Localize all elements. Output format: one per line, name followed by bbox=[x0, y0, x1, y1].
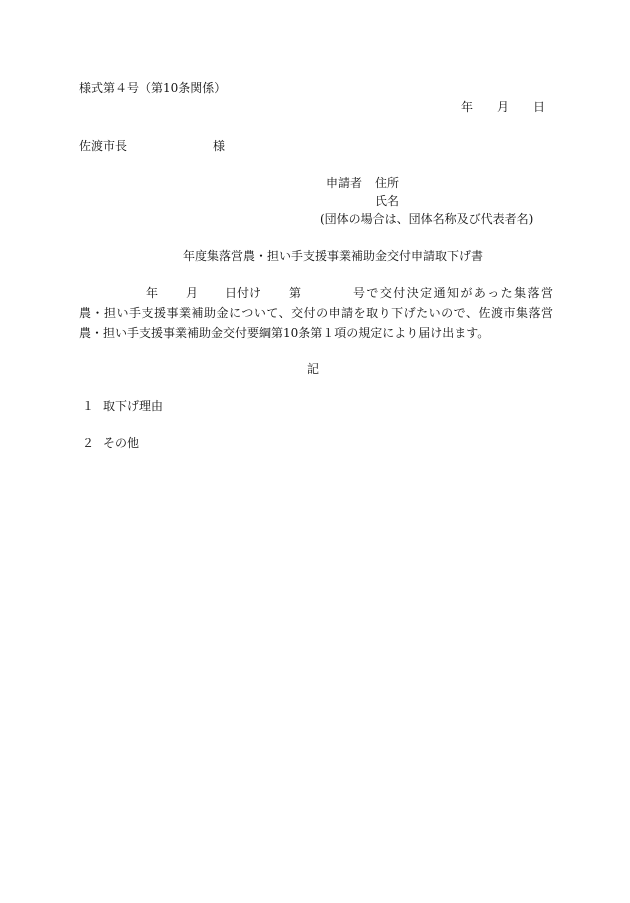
body-month: 月 bbox=[186, 286, 199, 300]
item-number: ２ bbox=[82, 436, 95, 450]
date-day-label: 日 bbox=[533, 100, 546, 114]
item-number: １ bbox=[82, 399, 95, 413]
form-number: 様式第４号（第10条関係） bbox=[79, 81, 227, 95]
name-label: 氏名 bbox=[375, 194, 400, 208]
item-label: 取下げ理由 bbox=[103, 399, 164, 413]
ki-heading: 記 bbox=[307, 362, 320, 376]
address-label: 住所 bbox=[375, 176, 400, 190]
item-label: その他 bbox=[103, 436, 140, 450]
body-line-2: 農・担い手支援事業補助金について、交付の申請を取り下げたいので、佐渡市集落営 bbox=[79, 306, 553, 320]
body-line1-rest: 号で交付決定通知があった集落営 bbox=[353, 286, 553, 300]
body-line-3: 農・担い手支援事業補助金交付要綱第10条第１項の規定により届け出ます。 bbox=[79, 326, 490, 340]
body-number-prefix: 第 bbox=[289, 286, 302, 300]
applicant-label: 申請者 bbox=[326, 176, 363, 190]
date-month-label: 月 bbox=[497, 100, 510, 114]
mayor-title: 佐渡市長 bbox=[79, 139, 128, 153]
honorific: 様 bbox=[213, 139, 226, 153]
body-day: 日付け bbox=[225, 286, 262, 300]
body-year: 年 bbox=[146, 286, 159, 300]
organization-note: (団体の場合は、団体名称及び代表者名) bbox=[320, 212, 534, 226]
document-title: 年度集落営農・担い手支援事業補助金交付申請取下げ書 bbox=[183, 249, 484, 263]
date-year-label: 年 bbox=[461, 100, 474, 114]
